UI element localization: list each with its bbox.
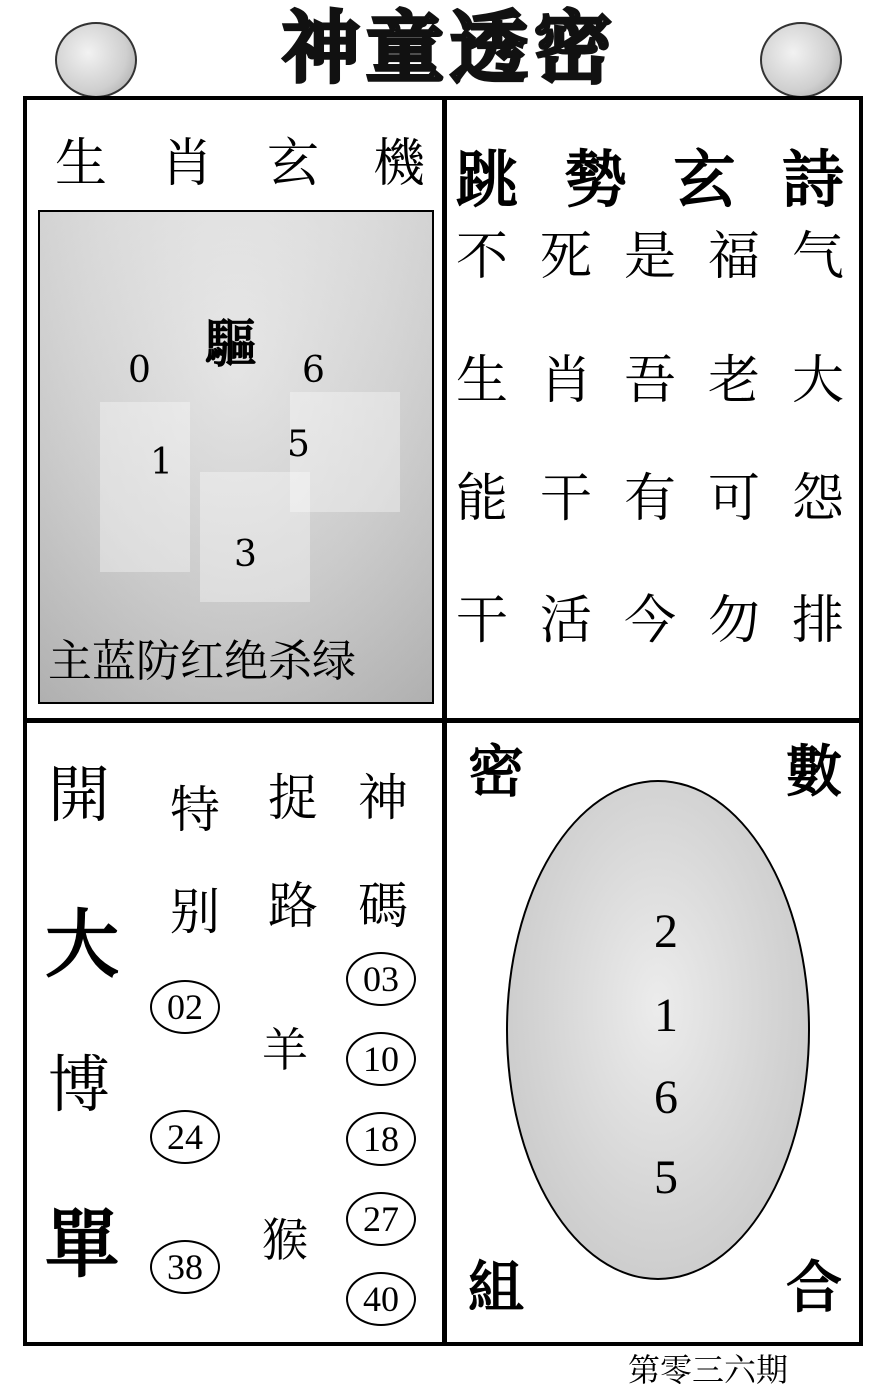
heading-char: 肖 (160, 134, 213, 194)
poem-char: 不 (456, 227, 509, 287)
mystery-number: 6 (302, 350, 325, 391)
god-number-circle: 40 (346, 1272, 416, 1326)
col-catch-label: 路 (268, 877, 318, 935)
vertical-title-char: 單 (45, 1202, 119, 1288)
poem-heading-char: 玄 (673, 143, 736, 216)
poem-char: 干 (539, 469, 592, 529)
god-number-circle: 27 (346, 1192, 416, 1246)
poem-char: 怨 (791, 469, 844, 529)
vertical-title-char: 大 (45, 902, 119, 988)
glyph-drive: 驅 (205, 314, 258, 375)
oval-number: 2 (654, 905, 678, 958)
poem-char: 生 (456, 351, 509, 411)
mystery-number: 3 (234, 534, 257, 575)
zodiac-pick: 羊 (262, 1023, 308, 1077)
poem-char: 大 (791, 351, 844, 411)
poem-char: 今 (623, 591, 676, 651)
page-title: 神童透密 (281, 3, 618, 94)
heading-char: 玄 (266, 134, 319, 194)
zodiac-pick: 猴 (262, 1213, 308, 1267)
mystery-number: 0 (128, 350, 151, 391)
vertical-title-char: 博 (48, 1048, 111, 1121)
poem-char: 福 (707, 227, 760, 287)
poem-char: 老 (707, 351, 760, 411)
color-hint-footer: 主蓝防红绝杀绿 (48, 636, 356, 687)
oval-number: 1 (654, 989, 678, 1042)
poem-char: 吾 (623, 351, 676, 411)
poem-char: 是 (623, 227, 676, 287)
poem-char: 活 (539, 591, 592, 651)
col-catch-label: 捉 (268, 769, 318, 827)
poem-char: 有 (623, 469, 676, 529)
corner-char-secret: 密 (468, 739, 524, 805)
special-number-circle: 24 (150, 1110, 220, 1164)
col-god-label: 碼 (358, 877, 408, 935)
oval-number: 6 (654, 1071, 678, 1124)
poem-line (450, 222, 850, 292)
poem-char: 死 (539, 227, 592, 287)
zodiac-mystery-heading (55, 132, 425, 196)
god-number-circle: 10 (346, 1032, 416, 1086)
corner-char-number: 數 (786, 739, 842, 805)
oval-number: 5 (654, 1151, 678, 1204)
col-god-label: 神 (358, 769, 408, 827)
col-special-label: 别 (170, 883, 220, 941)
poem-char: 气 (791, 227, 844, 287)
poem-char: 可 (707, 469, 760, 529)
poem-char: 肖 (539, 351, 592, 411)
poem-char: 干 (456, 591, 509, 651)
special-number-circle: 02 (150, 980, 220, 1034)
poem-char: 能 (456, 469, 509, 529)
issue-label: 第零三六期 (628, 1351, 789, 1389)
god-number-circle: 18 (346, 1112, 416, 1166)
heading-char: 生 (55, 134, 108, 194)
horizontal-divider (23, 718, 863, 723)
corner-char-group: 組 (468, 1255, 524, 1321)
heading-char: 機 (372, 134, 425, 194)
poem-char: 勿 (707, 591, 760, 651)
mystery-number: 5 (287, 424, 310, 465)
vertical-title-char: 開 (48, 758, 111, 831)
poem-char: 排 (791, 591, 844, 651)
poem-line (450, 346, 850, 416)
god-number-circle: 03 (346, 952, 416, 1006)
poem-heading-char: 詩 (781, 143, 844, 216)
zodiac-mystery-box (38, 210, 434, 704)
corner-char-combine: 合 (786, 1255, 842, 1321)
right-decorative-orb (760, 22, 842, 98)
poem-line (450, 464, 850, 534)
special-number-circle: 38 (150, 1240, 220, 1294)
poem-heading-char: 跳 (456, 143, 519, 216)
poem-heading (450, 140, 850, 220)
poem-heading-char: 勢 (564, 143, 627, 216)
poem-line (450, 586, 850, 656)
mystery-number: 1 (150, 442, 173, 483)
col-special-label: 特 (170, 781, 220, 839)
left-decorative-orb (55, 22, 137, 98)
